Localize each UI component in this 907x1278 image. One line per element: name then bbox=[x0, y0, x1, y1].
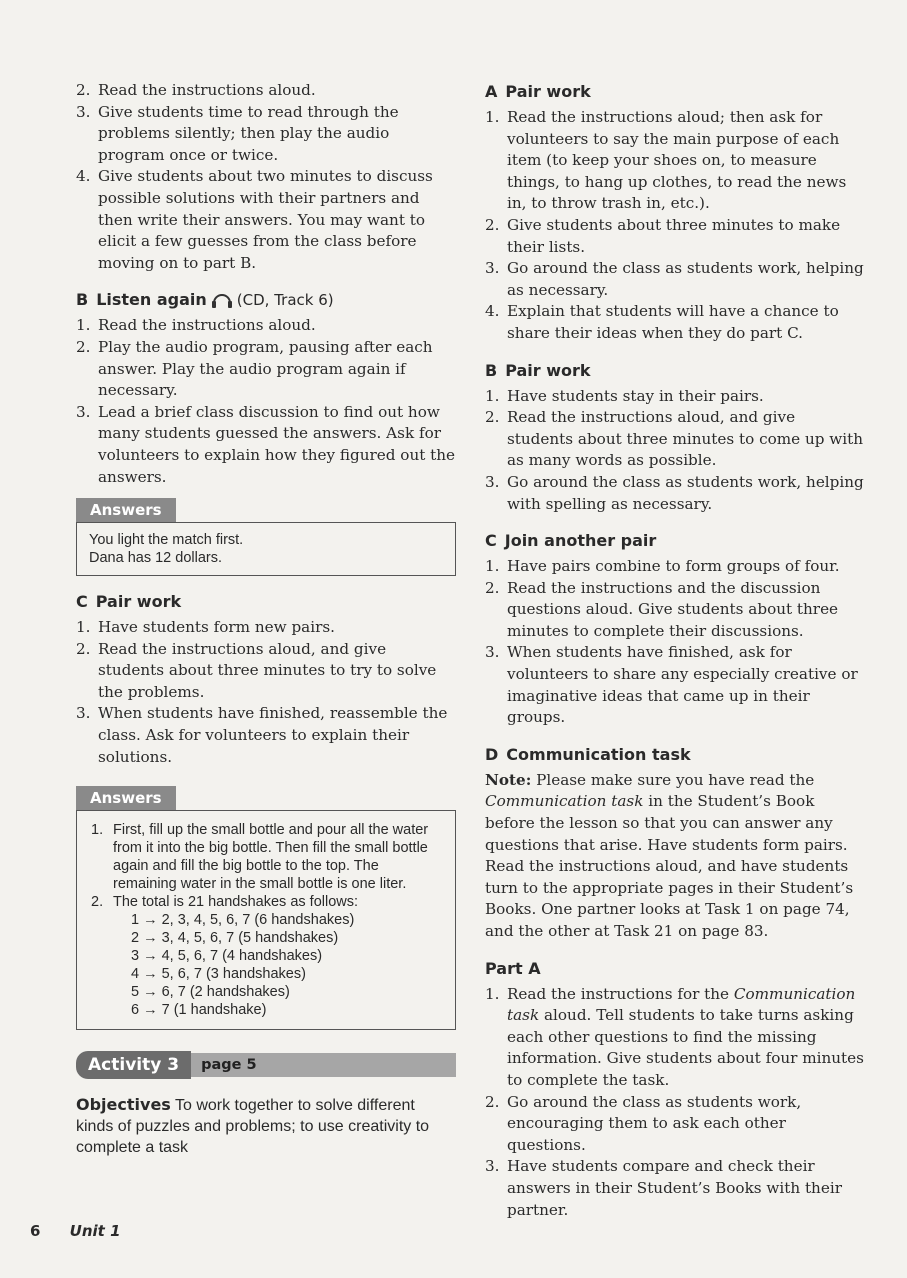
section-c-steps bbox=[76, 617, 456, 768]
handshake-line: 5 → 6, 7 (2 handshakes) bbox=[131, 984, 290, 1001]
list-item: 2. Read the instructions aloud, and give students about three minutes to try to solve the problems. bbox=[76, 639, 437, 701]
handshake-line: 3 → 4, 5, 6, 7 (4 handshakes) bbox=[131, 948, 323, 965]
answer-line: You light the match first. bbox=[89, 532, 244, 549]
list-item: 1. Read the instructions for the Communication task aloud. Tell students to take turns asking each other questions to find the missing information. Give students about four minutes to complete the task. bbox=[485, 984, 864, 1089]
section-b-steps bbox=[485, 386, 865, 516]
list-item: 3. Lead a brief class discussion to find out how many students guessed the answers. Ask for volunteers to explain how they figured out the answers. bbox=[76, 402, 456, 486]
list-item: 3. When students have finished, ask for volunteers to share any especially creative or imaginative ideas that came up in their groups. bbox=[485, 643, 858, 727]
answer-item: 2. The total is 21 handshakes as follows: 1 → 2, 3, 4, 5, 6, 7 (6 handshakes) 2 → 3, 4, 5, 6, 7 (5 handshakes) 3 → 4, 5, 6, 7 (4 handshakes) 4 → 5, 6, 7 (3 handshakes) 5 → 6, 7 (2 handshakes) 6 → 7 (1 handshake) bbox=[91, 893, 441, 1019]
handshake-line: 6 → 7 (1 handshake) bbox=[131, 1002, 267, 1019]
list-item: 4. Give students about two minutes to discuss possible solutions with their partners and then write their answers. You may want to elicit a few guesses from the class before moving on to part B. bbox=[76, 167, 433, 272]
page-number: 6 bbox=[30, 1222, 41, 1240]
part-a-steps bbox=[485, 984, 865, 1222]
page-footer bbox=[30, 1222, 121, 1240]
list-item: 3. When students have finished, reassemble the class. Ask for volunteers to explain their solutions. bbox=[76, 704, 448, 766]
handshake-line: 2 → 3, 4, 5, 6, 7 (5 handshakes) bbox=[131, 930, 339, 947]
answers-box-2 bbox=[76, 786, 456, 1030]
list-item: 3. Have students compare and check their answers in their Student’s Books with their partner. bbox=[485, 1157, 842, 1219]
objectives-label: Objectives bbox=[76, 1095, 171, 1115]
answers-box-1 bbox=[76, 498, 456, 576]
answer-line: Dana has 12 dollars. bbox=[89, 550, 222, 567]
objectives bbox=[76, 1094, 456, 1158]
section-a-heading: A Pair work bbox=[485, 82, 591, 101]
list-item: 4. Explain that students will have a chance to share their ideas when they do part C. bbox=[485, 302, 839, 342]
note-paragraph: Note: Please make sure you have read the Communication task in the Student’s Book before the lesson so that you can answer any questions that arise. Have students form pairs. Read the instructions aloud, and have students turn to the appropriate pages in their Student’s Books. One partner looks at Task 1 on page 74, and the other at Task 21 on page 83. bbox=[485, 770, 854, 940]
list-item: 2. Read the instructions aloud. bbox=[76, 81, 316, 99]
answers-label: Answers bbox=[76, 498, 176, 522]
right-column bbox=[485, 80, 865, 1221]
answer-item: 1. First, fill up the small bottle and pour all the water from it into the big bottle. Then fill the small bottle again and fill the big bottle to the top. The remaining water in the small bottle is one liter. bbox=[91, 822, 429, 893]
list-item: 2. Read the instructions aloud, and give students about three minutes to come up with as many words as possible. bbox=[485, 408, 864, 470]
list-item: 1. Have students form new pairs. bbox=[76, 618, 335, 637]
list-item: 2. Read the instructions and the discussion questions aloud. Give students about three minutes to complete their discussions. bbox=[485, 578, 839, 640]
answers-body bbox=[76, 810, 456, 1030]
list-item: 2. Play the audio program, pausing after each answer. Play the audio program again if necessary. bbox=[76, 337, 433, 400]
list-item: 1. Read the instructions aloud. bbox=[76, 316, 316, 335]
list-item: 3. Go around the class as students work, helping with spelling as necessary. bbox=[485, 472, 864, 513]
list-item: 2. Give students about three minutes to make their lists. bbox=[485, 215, 841, 256]
section-b-heading: B Pair work bbox=[485, 360, 591, 380]
handshake-line: 1 → 2, 3, 4, 5, 6, 7 (6 handshakes) bbox=[131, 912, 355, 929]
activity-banner bbox=[76, 1050, 456, 1080]
intro-steps bbox=[76, 80, 456, 274]
answers-label: Answers bbox=[76, 786, 176, 810]
section-a-steps bbox=[485, 107, 865, 345]
section-b-heading: B Listen again (CD, Track 6) bbox=[76, 290, 334, 310]
list-item: 3. Give students time to read through the problems silently; then play the audio program once or twice. bbox=[76, 102, 399, 164]
section-b-steps bbox=[76, 315, 456, 488]
part-a-heading: Part A bbox=[485, 958, 541, 978]
unit-label: Unit 1 bbox=[69, 1222, 121, 1240]
list-item: 1. Have pairs combine to form groups of four. bbox=[485, 557, 840, 576]
list-item: 1. Have students stay in their pairs. bbox=[485, 386, 764, 405]
activity-label: Activity 3 bbox=[76, 1051, 191, 1079]
note-label: Note: bbox=[485, 770, 532, 789]
section-c-heading: C Pair work bbox=[76, 592, 182, 612]
headphones-icon bbox=[211, 291, 233, 309]
section-c-heading: C Join another pair bbox=[485, 531, 657, 551]
list-item: 3. Go around the class as students work, helping as necessary. bbox=[485, 259, 864, 299]
section-d-heading: D Communication task bbox=[485, 744, 691, 764]
objectives-text: To work together to solve different kinds of puzzles and problems; to use creativity to complete a task bbox=[76, 1097, 430, 1157]
answers-body bbox=[76, 522, 456, 576]
activity-page: page 5 bbox=[191, 1053, 456, 1077]
list-item: 2. Go around the class as students work, encouraging them to ask each other questions. bbox=[485, 1092, 802, 1154]
handshake-line: 4 → 5, 6, 7 (3 handshakes) bbox=[131, 966, 306, 983]
left-column bbox=[76, 80, 456, 1158]
section-c-steps bbox=[485, 556, 865, 729]
list-item: 1. Read the instructions aloud; then ask for volunteers to say the main purpose of each item (to keep your shoes on, to measure things, to hang up clothes, to read the news in, to throw trash in, etc.). bbox=[485, 108, 847, 213]
